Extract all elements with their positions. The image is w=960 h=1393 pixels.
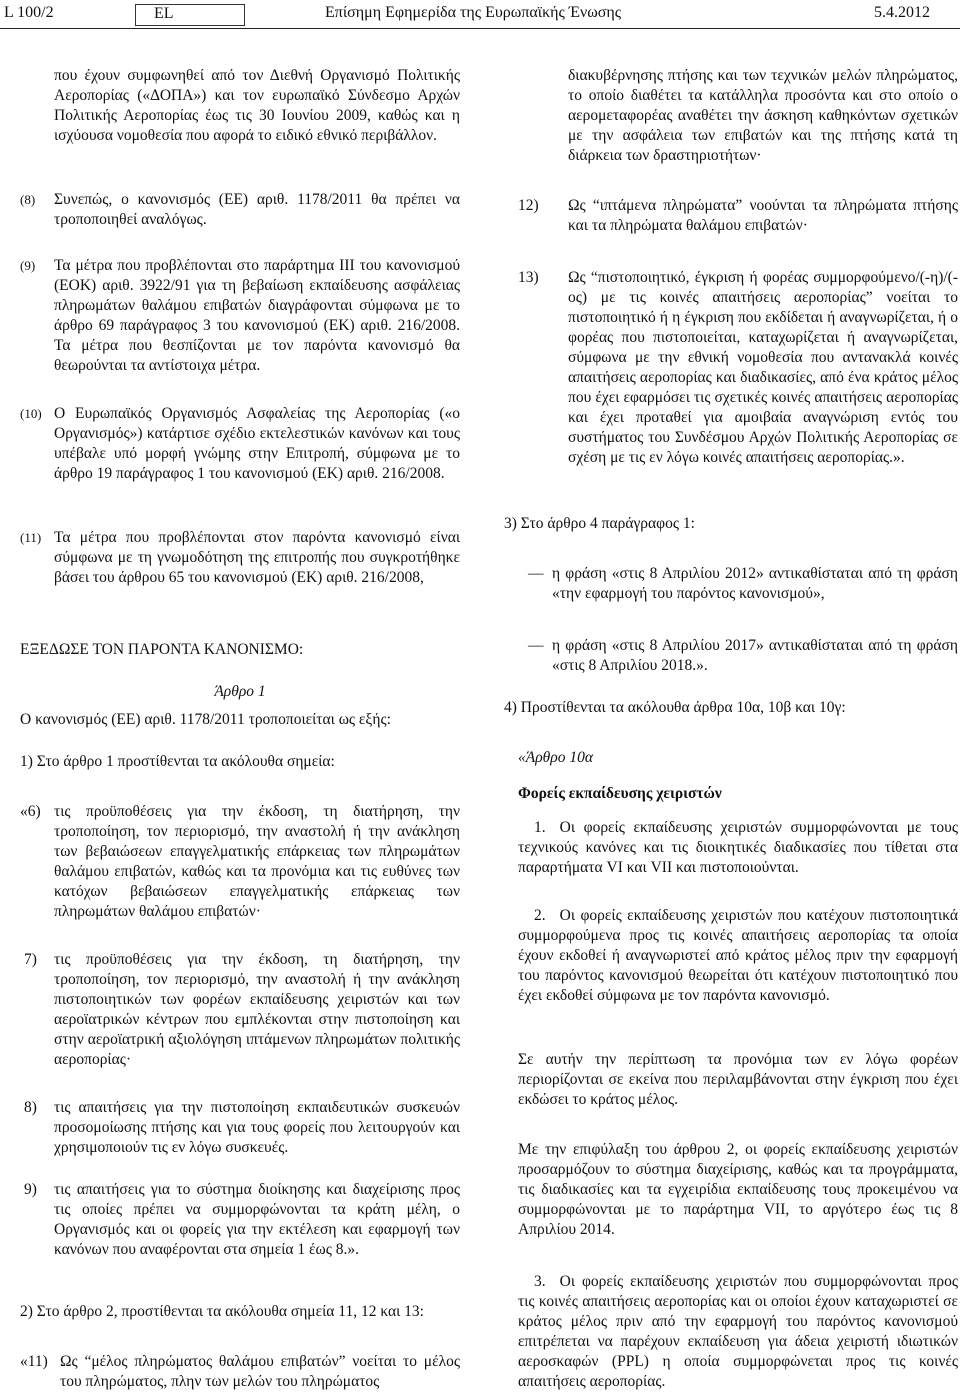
article-10a-heading bbox=[518, 748, 958, 768]
item-6 bbox=[20, 802, 460, 922]
recital-10 bbox=[20, 404, 460, 484]
recital-11 bbox=[20, 528, 460, 588]
item-text: τις προϋποθέσεις για την έκδοση, τη διατήρηση, την τροποποίηση, τον περιορισμό, την αναστολή ή την ανάκληση των βεβαιώσεων επαγγελματικής επάρκειας των πληρωμάτων θαλάμου επιβατών, καθώς και τα προνόμια και τις ευθύνες των κατόχων βεβαιώσεων επαγγελματικής επάρκειας των πληρωμάτων θαλάμου επιβατών· bbox=[54, 803, 460, 920]
adopted-statement bbox=[20, 640, 460, 660]
language-code: EL bbox=[154, 5, 174, 22]
paragraph-text: Οι φορείς εκπαίδευσης χειριστών που συμμορφώνονται προς τις κοινές απαιτήσεις αεροπορίας και οι οποίοι έχουν καταχωριστεί σε κράτος μέλος πριν από την εφαρμογή του παρόντος κανονισμού επιτρέπεται να παρέχουν εκπαίδευση για άδεια χειριστή ιδιωτικών αεροσκαφών (PPL) η οποία συμμορφώνεται προς τις κοινές απαιτήσεις αεροπορίας. bbox=[518, 1273, 958, 1390]
page-number: L 100/2 bbox=[4, 4, 54, 21]
dash-text: η φράση «στις 8 Απριλίου 2017» αντικαθίσταται από τη φράση «στις 8 Απριλίου 2018.». bbox=[552, 637, 958, 674]
article-10a-title bbox=[518, 784, 958, 804]
article-title: Άρθρο 1 bbox=[214, 683, 266, 700]
paragraph-2-sub-a bbox=[518, 1050, 958, 1110]
paragraph-2 bbox=[518, 906, 958, 1006]
item-text: Ως “ιπτάμενα πληρώματα” νοούνται τα πληρώματα πτήσης και τα πληρώματα θαλάμου επιβατών· bbox=[568, 197, 958, 234]
issue-date: 5.4.2012 bbox=[874, 4, 930, 21]
journal-title: Επίσημη Εφημερίδα της Ευρωπαϊκής Ένωσης bbox=[325, 4, 622, 21]
recital-text: Τα μέτρα που προβλέπονται στο παράρτημα III του κανονισμού (ΕΟΚ) αριθ. 3922/91 για τη βεβαίωση εκπαίδευσης ασφάλειας πληρωμάτων θαλάμου επιβατών διαγράφονται σύμφωνα με το άρθρο 69 παράγραφος 3 του κανονισμού (ΕΚ) αριθ. 216/2008. Τα μέτρα που θεσπίζονται με τον παρόντα κανονισμό θα θεωρούνται τα αντίστοιχα μέτρα. bbox=[54, 257, 460, 374]
dash-marker: — bbox=[528, 637, 544, 654]
recital-number: (8) bbox=[20, 192, 36, 207]
recital-text: Ο Ευρωπαϊκός Οργανισμός Ασφαλείας της Αεροπορίας («ο Οργανισμός») κατάρτισε σχέδιο εκτελεστικών κανόνων και τους υπέβαλε υπό μορφή γνώμης στην Επιτροπή, σύμφωνα με το άρθρο 19 παράγραφος 1 του κανονισμού (ΕΚ) αριθ. 216/2008. bbox=[54, 405, 460, 482]
point-4 bbox=[504, 698, 958, 718]
continuation-text: διακυβέρνησης πτήσης και των τεχνικών μελών πληρώματος, το οποίο διαθέτει τα κατάλληλα προσόντα και στο οποίο ο αερομεταφορέας αναθέτει την άσκηση καθηκόντων σχετικών με την ασφάλεια των επιβατών και της πτήσης κατά τη διάρκεια των δραστηριοτήτων· bbox=[568, 67, 958, 164]
item-text: Ως “πιστοποιητικό, έγκριση ή φορέας συμμορφούμενο/(-η)/(-ος) με τις κοινές απαιτήσεις αεροπορίας” νοείται το πιστοποιητικό ή η έγκριση που εκδίδεται ή αναγνωρίζεται, ή ο φορέας που πιστοποιείται, καταχωρίζεται ή αναγνωρίζεται, σύμφωνα με την εθνική νομοθεσία που αντανακλά κοινές απαιτήσεις αεροπορίας και διαδικασίες, από ένα κράτος μέλος που έχει εφαρμόσει τις σχετικές κοινές απαιτήσεις αεροπορίας και έχει προταθεί για αμοιβαία αναγνώριση εντός του συστήματος του Συνδέσμου Αρχών Πολιτικής Αεροπορίας σε σχέση με τις εν λόγω κοινές απαιτήσεις αεροπορίας.». bbox=[568, 269, 958, 466]
recital-9 bbox=[20, 256, 460, 376]
dash-item-1 bbox=[518, 564, 958, 604]
paragraph-text: Με την επιφύλαξη του άρθρου 2, οι φορείς εκπαίδευσης χειριστών προσαρμόζουν το σύστημα διαχείρισης, καθώς και τα προγράμματα, τις διαδικασίες και τα εγχειρίδια εκπαίδευσης τους προκειμένου να συμμορφώνονται με το παράρτημα VII, το αργότερο έως τις 8 Απριλίου 2014. bbox=[518, 1141, 958, 1238]
paragraph-number: 1. bbox=[534, 819, 546, 836]
item-number: 7) bbox=[24, 951, 37, 968]
dash-text: η φράση «στις 8 Απριλίου 2012» αντικαθίσταται από τη φράση «την εφαρμογή του παρόντος κανονισμού», bbox=[552, 565, 958, 602]
point-2 bbox=[20, 1302, 460, 1322]
item-text: τις απαιτήσεις για το σύστημα διοίκησης και διαχείρισης προς τις οποίες πρέπει να συμμορφώνονται τα κράτη μέλη, ο Οργανισμός και οι φορείς για την εκτέλεση και εφαρμογή των κανόνων που αναφέρονται στα σημεία 1 έως 8.». bbox=[54, 1181, 460, 1258]
point-1 bbox=[20, 752, 460, 772]
item-number: 13) bbox=[518, 269, 539, 286]
item-number: 8) bbox=[24, 1099, 37, 1116]
adopted-text: ΕΞΕΔΩΣΕ ΤΟΝ ΠΑΡΟΝΤΑ ΚΑΝΟΝΙΣΜΟ: bbox=[20, 641, 304, 658]
paragraph-number: 3. bbox=[534, 1273, 546, 1290]
item-13 bbox=[518, 268, 958, 468]
article-number: «Άρθρο 10α bbox=[518, 749, 593, 766]
paragraph-text: Οι φορείς εκπαίδευσης χειριστών που κατέχουν πιστοποιητικά συμμορφούμενα προς τις κοινές απαιτήσεις αεροπορίας τα οποία έχουν εκδοθεί ή αναγνωριστεί από κράτος μέλος πριν την εφαρμογή του παρόντος κανονισμού θεωρείται ότι κατέχουν πιστοποιητικό που έχει εκδοθεί σύμφωνα με τον παρόντα κανονισμό. bbox=[518, 907, 958, 1004]
item-9 bbox=[20, 1180, 460, 1260]
article-title: Φορείς εκπαίδευσης χειριστών bbox=[518, 785, 722, 802]
article-intro-text: Ο κανονισμός (ΕΕ) αριθ. 1178/2011 τροποποιείται ως εξής: bbox=[20, 711, 391, 728]
page-header bbox=[0, 4, 960, 30]
dash-item-2 bbox=[518, 636, 958, 676]
intro-paragraph bbox=[54, 66, 460, 146]
language-box bbox=[135, 4, 245, 26]
item-text: Ως “μέλος πληρώματος θαλάμου επιβατών” νοείται το μέλος του πληρώματος, πλην των μελών του πληρώματος bbox=[60, 1353, 460, 1390]
item-11 bbox=[20, 1352, 460, 1392]
recital-number: (9) bbox=[20, 258, 36, 273]
item-text: τις προϋποθέσεις για την έκδοση, τη διατήρηση, την τροποποίηση, τον περιορισμό, την αναστολή ή την ανάκληση πιστοποιητικών των φορέων εκπαίδευσης χειριστών και των αεροϊατρικών κέντρων που εμπλέκονται στην πιστοποίηση και στην αεροϊατρική αξιολόγηση ιπτάμενων πληρωμάτων πολιτικής αεροπορίας· bbox=[54, 951, 460, 1068]
item-12 bbox=[518, 196, 958, 236]
item-number: 12) bbox=[518, 197, 539, 214]
article-intro bbox=[20, 710, 460, 730]
item-11-continuation bbox=[568, 66, 958, 166]
paragraph-2-sub-b bbox=[518, 1140, 958, 1240]
recital-8 bbox=[20, 190, 460, 230]
item-8 bbox=[20, 1098, 460, 1158]
header-rule bbox=[0, 28, 960, 29]
paragraph-3 bbox=[518, 1272, 958, 1392]
paragraph-number: 2. bbox=[534, 907, 546, 924]
item-text: τις απαιτήσεις για την πιστοποίηση εκπαιδευτικών συσκευών προσομοίωσης πτήσης και για τους φορείς που λειτουργούν και χρησιμοποιούν τις εν λόγω συσκευές. bbox=[54, 1099, 460, 1156]
dash-marker: — bbox=[528, 565, 544, 582]
recital-text: Τα μέτρα που προβλέπονται στον παρόντα κανονισμό είναι σύμφωνα με τη γνωμοδότηση της επιτροπής που συγκροτήθηκε βάσει του άρθρου 65 του κανονισμού (ΕΚ) αριθ. 216/2008, bbox=[54, 529, 460, 586]
intro-text: που έχουν συμφωνηθεί από τον Διεθνή Οργανισμό Πολιτικής Αεροπορίας («ΔΟΠΑ») και τον ευρωπαϊκό Σύνδεσμο Αρχών Πολιτικής Αεροπορίας έως τις 30 Ιουνίου 2009, καθώς και η ισχύουσα νομοθεσία που αφορά το ειδικό εθνικό περιβάλλον. bbox=[54, 67, 460, 144]
point-text: 2) Στο άρθρο 2, προστίθενται τα ακόλουθα σημεία 11, 12 και 13: bbox=[20, 1303, 424, 1320]
paragraph-text: Σε αυτήν την περίπτωση τα προνόμια των εν λόγω φορέων περιορίζονται σε εκείνα που περιλαμβάνονται στην έγκριση που έχει εκδώσει το κράτος μέλος. bbox=[518, 1051, 958, 1108]
item-number: «6) bbox=[20, 803, 41, 820]
point-text: 3) Στο άρθρο 4 παράγραφος 1: bbox=[504, 515, 695, 532]
recital-number: (10) bbox=[20, 406, 42, 421]
point-text: 4) Προστίθενται τα ακόλουθα άρθρα 10α, 10β και 10γ: bbox=[504, 699, 846, 716]
item-7 bbox=[20, 950, 460, 1070]
point-3 bbox=[504, 514, 958, 534]
paragraph-1 bbox=[518, 818, 958, 878]
item-number: «11) bbox=[20, 1353, 48, 1370]
point-text: 1) Στο άρθρο 1 προστίθενται τα ακόλουθα σημεία: bbox=[20, 753, 335, 770]
article-heading bbox=[20, 682, 460, 702]
recital-number: (11) bbox=[20, 530, 42, 545]
item-number: 9) bbox=[24, 1181, 37, 1198]
paragraph-text: Οι φορείς εκπαίδευσης χειριστών συμμορφώνονται με τους τεχνικούς κανόνες και τις διοικητικές διαδικασίες που τίθεται στα παραρτήματα VI και VII και πιστοποιούνται. bbox=[518, 819, 958, 876]
recital-text: Συνεπώς, ο κανονισμός (ΕΕ) αριθ. 1178/2011 θα πρέπει να τροποποιηθεί αναλόγως. bbox=[54, 191, 460, 228]
